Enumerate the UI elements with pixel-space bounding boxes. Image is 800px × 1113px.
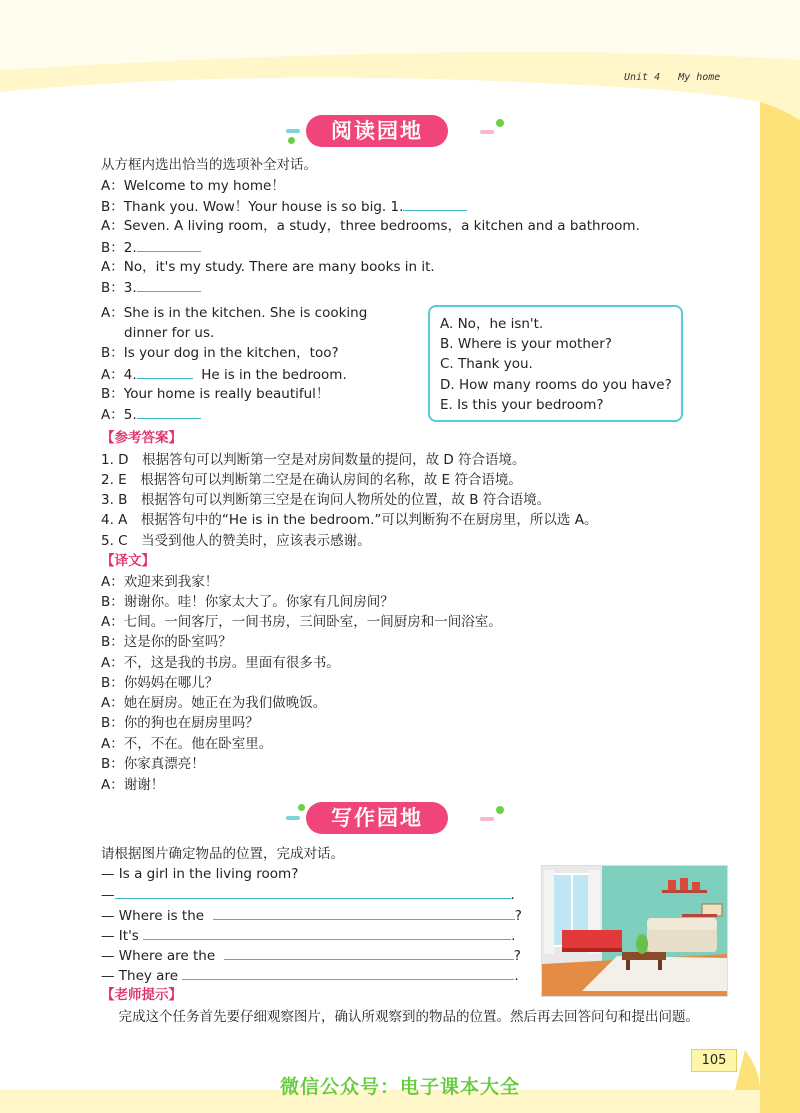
footer-watermark: 微信公众号：电子课本大全 xyxy=(279,1076,520,1098)
dialogue-line: B：Is your dog in the kitchen，too? xyxy=(101,345,339,361)
answer-line: 4. A 根据答句中的“He is in the bedroom.”可以判断狗不在厨房里，所以选 A。 xyxy=(101,512,598,528)
answer-blank-5[interactable] xyxy=(137,404,201,419)
translation-line: B：你妈妈在哪儿？ xyxy=(101,675,219,691)
writing-blank-2[interactable] xyxy=(213,905,515,920)
translation-line: A：不，不在。他在卧室里。 xyxy=(101,736,273,752)
answer-line: 5. C 当受到他人的赞美时，应该表示感谢。 xyxy=(101,533,371,549)
writing-blank-5[interactable] xyxy=(182,965,514,980)
answer-blank-2[interactable] xyxy=(137,237,201,252)
translation-line: A：七间。一间客厅，一间书房，三间卧室，一间厨房和一间浴室。 xyxy=(101,614,502,630)
answer-line: 3. B 根据答句可以判断第三空是在询问人物所处的位置，故 B 符合语境。 xyxy=(101,492,551,508)
dialogue-line: dinner for us. xyxy=(124,325,215,341)
option-a: A. No，he isn't. xyxy=(440,316,544,332)
writing-banner-title: 写作园地 xyxy=(306,802,448,834)
writing-line: — . xyxy=(101,884,515,905)
teacher-tip-text: 完成这个任务首先要仔细观察图片，确认所观察到的物品的位置。然后再去回答问句和提出问题。 xyxy=(118,1009,700,1025)
banner-decoration xyxy=(286,816,300,820)
teacher-tip-heading: 【老师提示】 xyxy=(101,987,182,1003)
writing-blank-4[interactable] xyxy=(224,945,514,960)
reading-banner-title: 阅读园地 xyxy=(306,115,448,147)
dialogue-line: B：2. xyxy=(101,237,201,258)
translation-heading: 【译文】 xyxy=(101,553,155,569)
translation-line: B：你家真漂亮！ xyxy=(101,756,205,772)
answer-blank-4[interactable] xyxy=(137,364,193,379)
answer-blank-3[interactable] xyxy=(137,277,201,292)
answer-line: 1. D 根据答句可以判断第一空是对房间数量的提问，故 D 符合语境。 xyxy=(101,452,526,468)
translation-line: B：你的狗也在厨房里吗？ xyxy=(101,715,259,731)
translation-line: A：不，这是我的书房。里面有很多书。 xyxy=(101,655,340,671)
banner-decoration xyxy=(496,806,504,814)
translation-line: B：谢谢你。哇！你家太大了。你家有几间房间？ xyxy=(101,594,394,610)
banner-decoration xyxy=(480,130,494,134)
writing-banner xyxy=(280,802,520,836)
banner-decoration xyxy=(288,137,295,144)
option-d: D. How many rooms do you have? xyxy=(440,377,672,393)
reading-instruction: 从方框内选出恰当的选项补全对话。 xyxy=(101,157,317,173)
running-header xyxy=(624,72,720,83)
writing-instruction: 请根据图片确定物品的位置，完成对话。 xyxy=(101,846,344,862)
options-box xyxy=(428,305,683,422)
translation-line: A：她在厨房。她正在为我们做晚饭。 xyxy=(101,695,327,711)
reading-banner xyxy=(280,115,520,149)
dialogue-line: B：3. xyxy=(101,277,201,298)
living-room-picture xyxy=(541,865,728,997)
unit-title: My home xyxy=(678,72,721,83)
living-room-illustration xyxy=(542,866,727,996)
unit-label: Unit 4 xyxy=(624,72,661,83)
translation-line: A：欢迎来到我家！ xyxy=(101,574,219,590)
writing-line: — Where are the ? xyxy=(101,945,521,966)
option-c: C. Thank you. xyxy=(440,356,533,372)
dialogue-line: A：4. He is in the bedroom. xyxy=(101,364,347,385)
writing-line: — It's . xyxy=(101,925,515,946)
dialogue-line: B：Your home is really beautiful！ xyxy=(101,386,330,402)
translation-line: B：这是你的卧室吗？ xyxy=(101,634,232,650)
dialogue-line: B：Thank you. Wow！Your house is so big. 1. xyxy=(101,196,467,217)
translation-line: A：谢谢！ xyxy=(101,777,165,793)
banner-decoration xyxy=(286,129,300,133)
dialogue-line: A：Welcome to my home！ xyxy=(101,178,285,194)
answer-blank-1[interactable] xyxy=(403,196,467,211)
option-b: B. Where is your mother? xyxy=(440,336,612,352)
page-number: 105 xyxy=(691,1049,737,1072)
dialogue-line: A：5. xyxy=(101,404,201,425)
banner-decoration xyxy=(298,804,305,811)
dialogue-line: A：Seven. A living room，a study，three bedrooms，a kitchen and a bathroom. xyxy=(101,218,640,234)
writing-blank-1[interactable] xyxy=(115,884,511,899)
writing-line: — Is a girl in the living room? xyxy=(101,866,299,882)
answer-line: 2. E 根据答句可以判断第二空是在确认房间的名称，故 E 符合语境。 xyxy=(101,472,522,488)
writing-line: — They are . xyxy=(101,965,519,986)
banner-decoration xyxy=(480,817,494,821)
writing-line: — Where is the ? xyxy=(101,905,522,926)
banner-decoration xyxy=(496,119,504,127)
dialogue-line: A：No，it's my study. There are many books in it. xyxy=(101,259,435,275)
option-e: E. Is this your bedroom? xyxy=(440,397,604,413)
writing-blank-3[interactable] xyxy=(143,925,511,940)
answer-heading: 【参考答案】 xyxy=(101,430,182,446)
dialogue-line: A：She is in the kitchen. She is cooking xyxy=(101,305,368,321)
